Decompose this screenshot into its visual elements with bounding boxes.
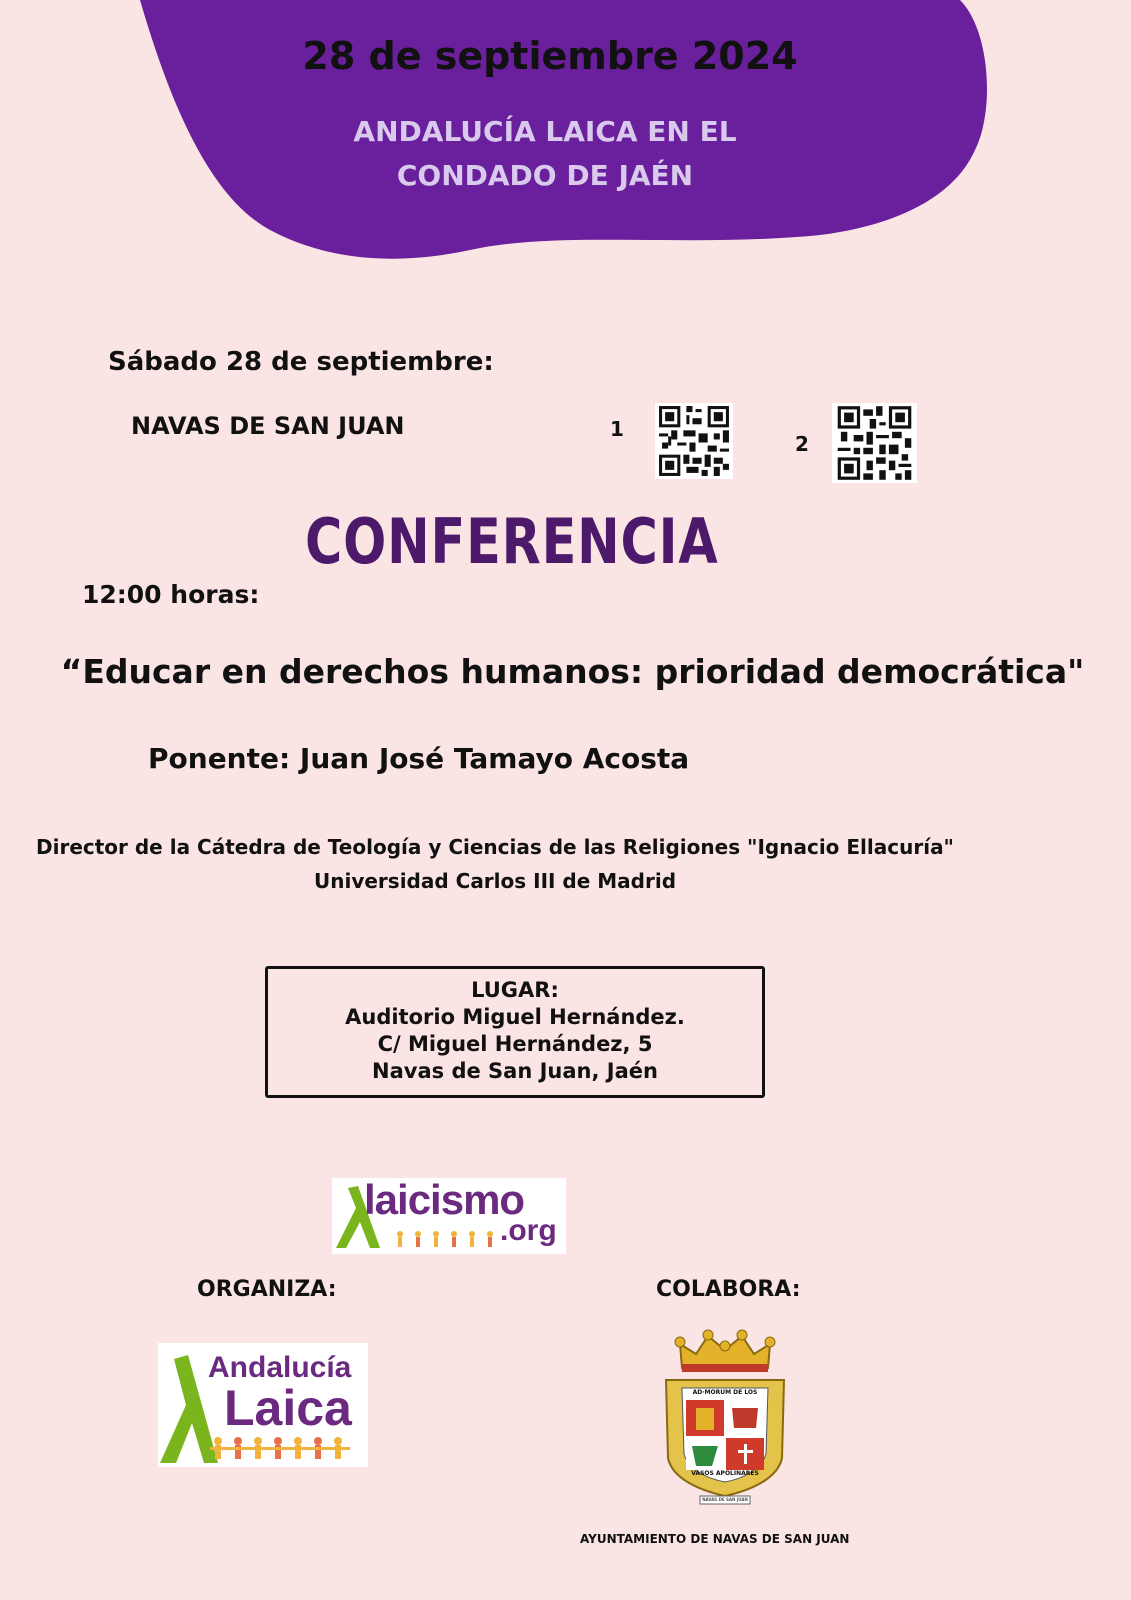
bio-line-2: Universidad Carlos III de Madrid (313, 869, 677, 893)
qr-number-1: 1 (610, 417, 624, 441)
organiza-label: ORGANIZA: (197, 1277, 337, 1302)
speaker-bio (0, 830, 990, 898)
shield-bottom-text: VASOS APOLINARES (691, 1470, 759, 1477)
shield-ribbon-text: NAVAS DE SAN JUAN (702, 1497, 748, 1502)
laicismo-org-text: .org (500, 1214, 557, 1247)
ayuntamiento-label: AYUNTAMIENTO DE NAVAS DE SAN JUAN (580, 1532, 850, 1546)
venue-line-2: C/ Miguel Hernández, 5 (377, 1032, 653, 1056)
coat-of-arms[interactable] (660, 1328, 790, 1508)
qr-code-1[interactable] (655, 403, 733, 479)
venue-label: LUGAR: (471, 978, 559, 1002)
laicismo-logo[interactable] (332, 1178, 566, 1254)
event-date: 28 de septiembre 2024 (302, 34, 798, 78)
laica-text: Laica (224, 1380, 352, 1436)
andalucia-text: Andalucía (208, 1351, 352, 1384)
laicismo-text: laicismo (364, 1176, 525, 1223)
shield-top-text: AD·MORUM DE LOS (692, 1389, 758, 1396)
venue-line-3: Navas de San Juan, Jaén (372, 1059, 658, 1083)
subtitle-line-1: ANDALUCÍA LAICA EN EL (353, 115, 737, 148)
talk-title: “Educar en derechos humanos: prioridad democrática" (60, 652, 1085, 691)
conference-heading: CONFERENCIA (305, 505, 719, 578)
venue-line-1: Auditorio Miguel Hernández. (345, 1005, 685, 1029)
qr-code-2[interactable] (832, 403, 917, 483)
colabora-label: COLABORA: (656, 1277, 801, 1302)
qr-number-2: 2 (795, 432, 809, 456)
speaker: Ponente: Juan José Tamayo Acosta (148, 742, 690, 775)
event-day: Sábado 28 de septiembre: (108, 347, 494, 377)
coat-of-arms-shield-icon (660, 1328, 790, 1508)
subtitle-line-2: CONDADO DE JAÉN (396, 159, 694, 192)
event-subtitle (0, 110, 1090, 198)
event-time: 12:00 horas: (82, 580, 260, 609)
venue-box (265, 966, 765, 1098)
event-town: NAVAS DE SAN JUAN (131, 412, 405, 440)
bio-line-1: Director de la Cátedra de Teología y Ciencias de las Religiones "Ignacio Ellacuría" (36, 835, 954, 859)
andalucia-laica-logo[interactable] (158, 1343, 368, 1467)
